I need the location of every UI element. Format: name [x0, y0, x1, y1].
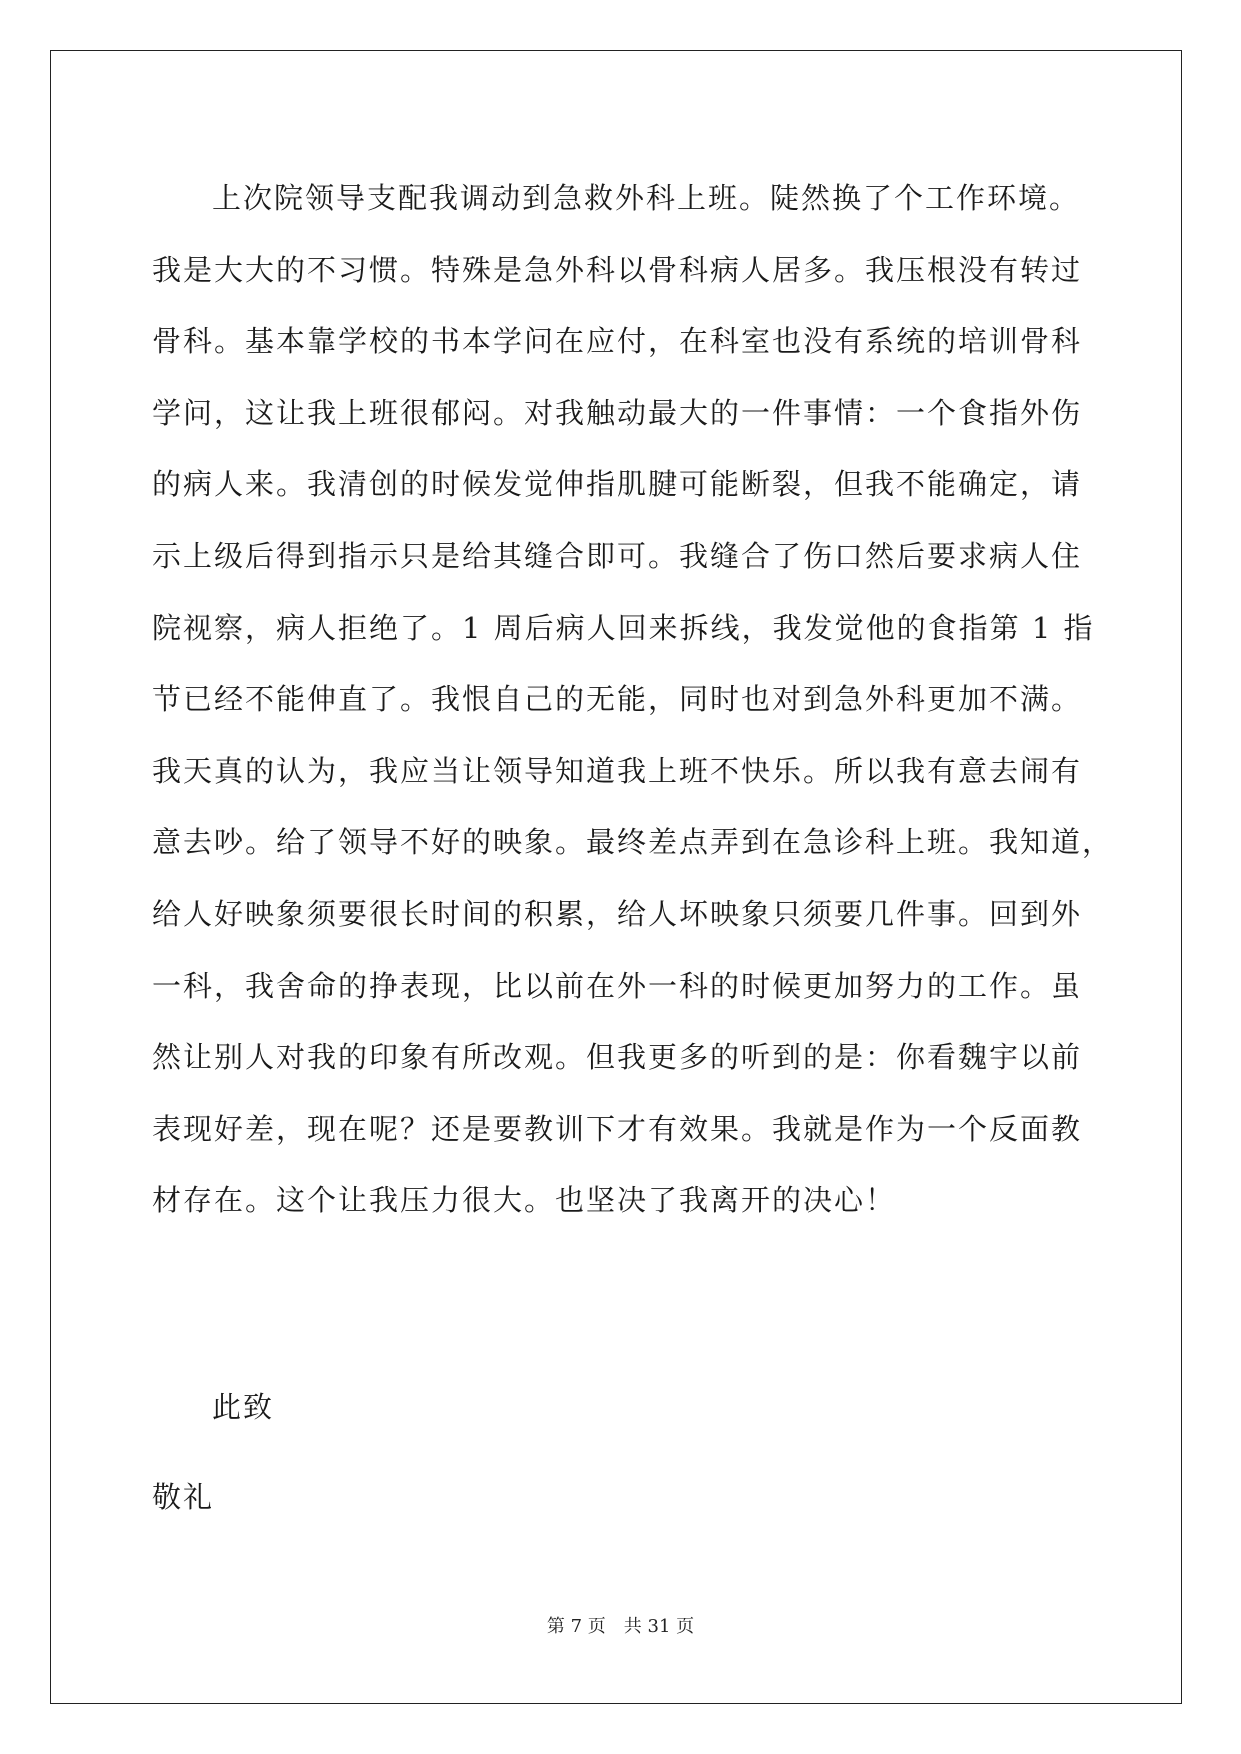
body-line: 我天真的认为，我应当让领导知道我上班不快乐。所以我有意去闹有 — [152, 753, 1083, 788]
body-line: 学问，这让我上班很郁闷。对我触动最大的一件事情：一个食指外伤 — [152, 395, 1083, 430]
body-line: 院视察，病人拒绝了。1 周后病人回来拆线，我发觉他的食指第 1 指 — [152, 610, 1095, 645]
closing-salutation: 此致 — [212, 1390, 275, 1424]
body-line: 意去吵。给了领导不好的映象。最终差点弄到在急诊科上班。我知道， — [152, 825, 1114, 860]
body-line: 节已经不能伸直了。我恨自己的无能，同时也对到急外科更加不满。 — [152, 682, 1083, 717]
closing-regards: 敬礼 — [152, 1480, 215, 1514]
body-line: 的病人来。我清创的时候发觉伸指肌腱可能断裂，但我不能确定，请 — [152, 467, 1083, 502]
body-line: 表现好差，现在呢？还是要教训下才有效果。我就是作为一个反面教 — [152, 1111, 1083, 1146]
body-line: 然让别人对我的印象有所改观。但我更多的听到的是：你看魏宇以前 — [152, 1040, 1083, 1075]
letter-body — [152, 163, 1114, 1237]
body-line: 骨科。基本靠学校的书本学问在应付，在科室也没有系统的培训骨科 — [152, 324, 1083, 359]
body-line: 上次院领导支配我调动到急救外科上班。陡然换了个工作环境。 — [212, 181, 1081, 215]
page-number-footer: 第 7 页 共 31 页 — [546, 1616, 695, 1637]
body-line: 我是大大的不习惯。特殊是急外科以骨科病人居多。我压根没有转过 — [152, 252, 1083, 287]
body-line: 给人好映象须要很长时间的积累，给人坏映象只须要几件事。回到外 — [152, 896, 1083, 931]
body-line: 示上级后得到指示只是给其缝合即可。我缝合了伤口然后要求病人住 — [152, 538, 1083, 573]
body-line: 一科，我舍命的挣表现，比以前在外一科的时候更加努力的工作。虽 — [152, 968, 1083, 1003]
body-line: 材存在。这个让我压力很大。也坚决了我离开的决心！ — [152, 1183, 897, 1218]
